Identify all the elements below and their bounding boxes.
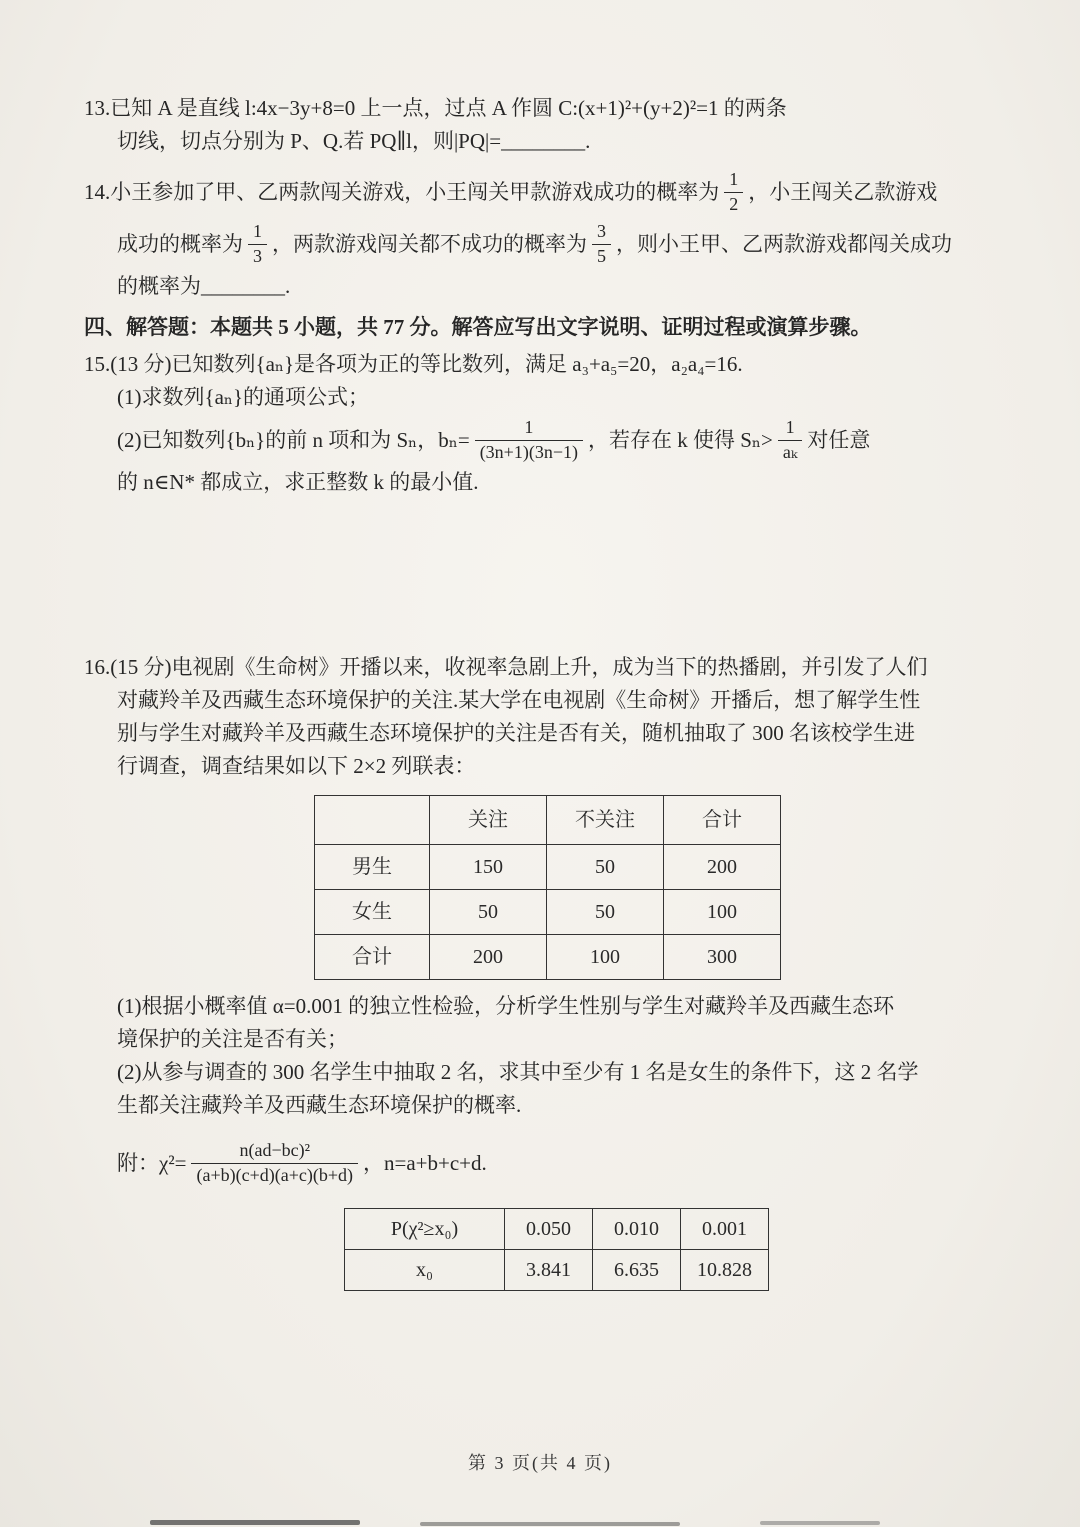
critical-value-table — [344, 1208, 769, 1291]
table-cell: 男生 — [315, 845, 430, 890]
table-cell: 100 — [547, 935, 664, 980]
fraction-numerator: 1 — [248, 221, 267, 244]
table-cell: 10.828 — [681, 1250, 769, 1291]
table-header-cell: 关注 — [430, 796, 547, 845]
question-16-line-1: 16.(15 分)电视剧《生命树》开播以来，收视率急剧上升，成为当下的热播剧，并引发了人们 — [84, 655, 928, 679]
fraction-denominator: 3 — [253, 245, 262, 266]
question-14-text: 成功的概率为 — [117, 231, 243, 256]
question-16-part-1-line-1: (1)根据小概率值 α=0.001 的独立性检验，分析学生性别与学生对藏羚羊及西藏生态环 — [117, 994, 895, 1018]
fraction-denominator: (3n+1)(3n−1) — [479, 441, 578, 462]
question-14-text: 14.小王参加了甲、乙两款闯关游戏，小王闯关甲款游戏成功的概率为 — [84, 179, 720, 204]
fraction-numerator: 3 — [592, 221, 611, 244]
table-cell: 150 — [430, 845, 547, 890]
question-14-line-2 — [117, 218, 994, 270]
scan-artifact — [150, 1520, 360, 1525]
table-row — [345, 1250, 769, 1291]
fraction — [248, 221, 267, 266]
question-14-line-1 — [84, 166, 994, 218]
question-14-text: ，小王闯关乙款游戏 — [748, 179, 938, 204]
table-cell: 200 — [430, 935, 547, 980]
table-cell: 合计 — [315, 935, 430, 980]
fraction — [191, 1140, 358, 1185]
question-16-line-4: 行调查，调查结果如以下 2×2 列联表： — [117, 754, 476, 778]
table-cell: 50 — [547, 890, 664, 935]
table-cell: 300 — [664, 935, 781, 980]
fraction-numerator: n(ad−bc)² — [191, 1140, 358, 1163]
question-15-text: (2)已知数列{bₙ}的前 n 项和为 Sₙ，bₙ= — [117, 427, 470, 452]
formula-text: 附：χ²= — [117, 1150, 187, 1175]
table-cell: 3.841 — [505, 1250, 593, 1291]
question-16-part-2-line-2: 生都关注藏羚羊及西藏生态环境保护的概率. — [117, 1093, 522, 1117]
table-cell: 0.050 — [505, 1209, 593, 1250]
question-15-text: 对任意 — [807, 427, 871, 452]
question-15-line-4: 的 n∈N* 都成立，求正整数 k 的最小值. — [117, 470, 479, 494]
section-4-header: 四、解答题：本题共 5 小题，共 77 分。解答应写出文字说明、证明过程或演算步骤。 — [84, 315, 872, 339]
question-16-line-2: 对藏羚羊及西藏生态环境保护的关注.某大学在电视剧《生命树》开播后，想了解学生性 — [117, 688, 921, 712]
question-14-text: ，则小王甲、乙两款游戏都闯关成功 — [616, 231, 952, 256]
scan-artifact — [760, 1521, 880, 1525]
table-cell: 50 — [430, 890, 547, 935]
fraction — [778, 417, 803, 462]
question-13-line-1: 13.已知 A 是直线 l:4x−3y+8=0 上一点，过点 A 作圆 C:(x+1)²+(y+2)²=1 的两条 — [84, 96, 787, 120]
question-14-text: ，两款游戏闯关都不成功的概率为 — [272, 231, 587, 256]
table-cell: P(χ²≥x₀) — [345, 1209, 505, 1250]
question-16-line-3: 别与学生对藏羚羊及西藏生态环境保护的关注是否有关，随机抽取了 300 名该校学生进 — [117, 721, 915, 745]
question-15-line-1: 15.(13 分)已知数列{aₙ}是各项为正的等比数列，满足 a₃+a₅=20，a₂a₄=16. — [84, 352, 743, 376]
question-13 — [84, 92, 994, 158]
table-header-cell: 不关注 — [547, 796, 664, 845]
table-cell: 200 — [664, 845, 781, 890]
question-15-part-1: (1)求数列{aₙ}的通项公式； — [117, 385, 370, 409]
table-cell: 50 — [547, 845, 664, 890]
table-cell: 100 — [664, 890, 781, 935]
chi-square-formula — [117, 1132, 994, 1194]
fraction — [724, 169, 743, 214]
table-header-cell — [315, 796, 430, 845]
question-15-text: ，若存在 k 使得 Sₙ> — [587, 427, 773, 452]
question-14-line-3: 的概率为________. — [117, 274, 291, 298]
fraction-denominator: (a+b)(c+d)(a+c)(b+d) — [196, 1164, 353, 1185]
question-15 — [84, 348, 994, 499]
question-16-part-2-line-1: (2)从参与调查的 300 名学生中抽取 2 名，求其中至少有 1 名是女生的条件下，这 2 名学 — [117, 1060, 919, 1084]
question-16-part-1-line-2: 境保护的关注是否有关； — [117, 1027, 348, 1051]
question-16 — [84, 651, 994, 1291]
fraction-denominator: aₖ — [782, 441, 798, 462]
question-13-line-2: 切线，切点分别为 P、Q.若 PQ∥l，则|PQ|=________. — [117, 129, 591, 153]
table-cell: 女生 — [315, 890, 430, 935]
fraction-numerator: 1 — [778, 417, 803, 440]
table-header-row — [315, 796, 781, 845]
question-15-part-2 — [117, 414, 994, 466]
fraction — [592, 221, 611, 266]
page-footer: 第 3 页(共 4 页) — [468, 1453, 612, 1473]
table-row — [345, 1209, 769, 1250]
fraction-denominator: 5 — [597, 245, 606, 266]
table-cell: 0.010 — [593, 1209, 681, 1250]
fraction — [475, 417, 583, 462]
table-row — [315, 890, 781, 935]
question-14 — [84, 166, 994, 303]
fraction-denominator: 2 — [729, 193, 739, 214]
contingency-table — [314, 795, 781, 980]
table-cell: 6.635 — [593, 1250, 681, 1291]
formula-text: ，n=a+b+c+d. — [362, 1150, 487, 1175]
fraction-numerator: 1 — [475, 417, 583, 440]
table-row — [315, 845, 781, 890]
scan-artifact — [420, 1522, 680, 1526]
table-header-cell: 合计 — [664, 796, 781, 845]
table-cell: 0.001 — [681, 1209, 769, 1250]
table-cell: x₀ — [345, 1250, 505, 1291]
table-row — [315, 935, 781, 980]
fraction-numerator: 1 — [724, 169, 743, 192]
